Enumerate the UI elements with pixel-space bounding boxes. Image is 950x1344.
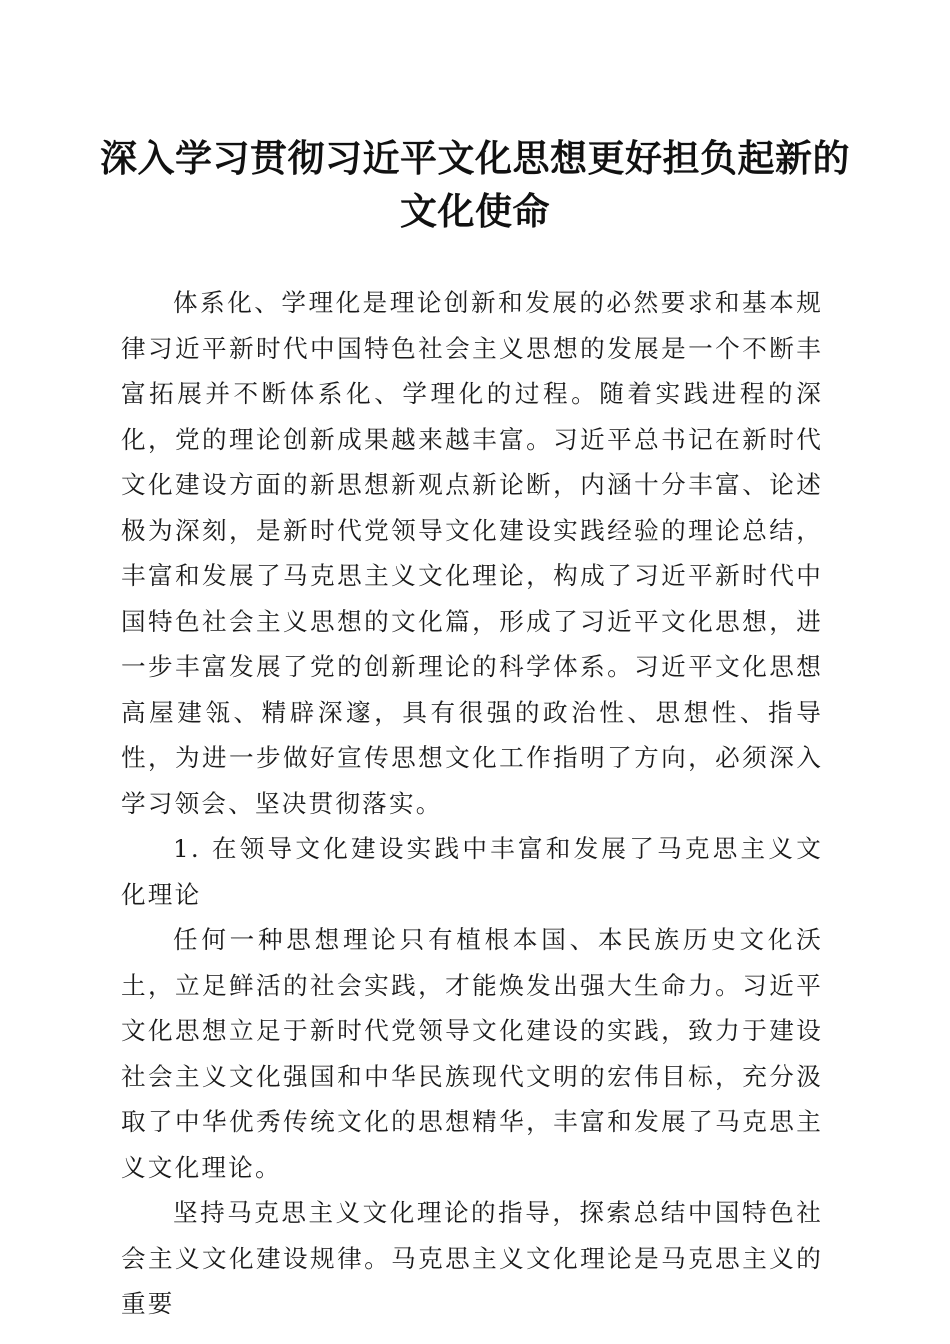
document-title: 深入学习贯彻习近平文化思想更好担负起新的文化使命 bbox=[100, 136, 850, 233]
paragraph-section-1: 任何一种思想理论只有植根本国、本民族历史文化沃土，立足鲜活的社会实践，才能焕发出强大生命力。习近平文化思想立足于新时代党领导文化建设的实践，致力于建设社会主义文化强国和中华民族现代文明的宏伟目标，充分汲取了中华优秀传统文化的思想精华，丰富和发展了马克思主义文化理论。 bbox=[121, 925, 823, 1182]
document-body bbox=[121, 280, 823, 1327]
paragraph-section-1-continued: 坚持马克思主义文化理论的指导，探索总结中国特色社会主义文化建设规律。马克思主义文化理论是马克思主义的重要 bbox=[121, 1198, 823, 1318]
section-heading-1: 1. 在领导文化建设实践中丰富和发展了马克思主义文化理论 bbox=[121, 834, 823, 909]
paragraph-intro: 体系化、学理化是理论创新和发展的必然要求和基本规律习近平新时代中国特色社会主义思想的发展是一个不断丰富拓展并不断体系化、学理化的过程。随着实践进程的深化，党的理论创新成果越来越丰富。习近平总书记在新时代文化建设方面的新思想新观点新论断，内涵十分丰富、论述极为深刻，是新时代党领导文化建设实践经验的理论总结，丰富和发展了马克思主义文化理论，构成了习近平新时代中国特色社会主义思想的文化篇，形成了习近平文化思想，进一步丰富发展了党的创新理论的科学体系。习近平文化思想高屋建瓴、精辟深邃，具有很强的政治性、思想性、指导性，为进一步做好宣传思想文化工作指明了方向，必须深入学习领会、坚决贯彻落实。 bbox=[121, 288, 823, 818]
